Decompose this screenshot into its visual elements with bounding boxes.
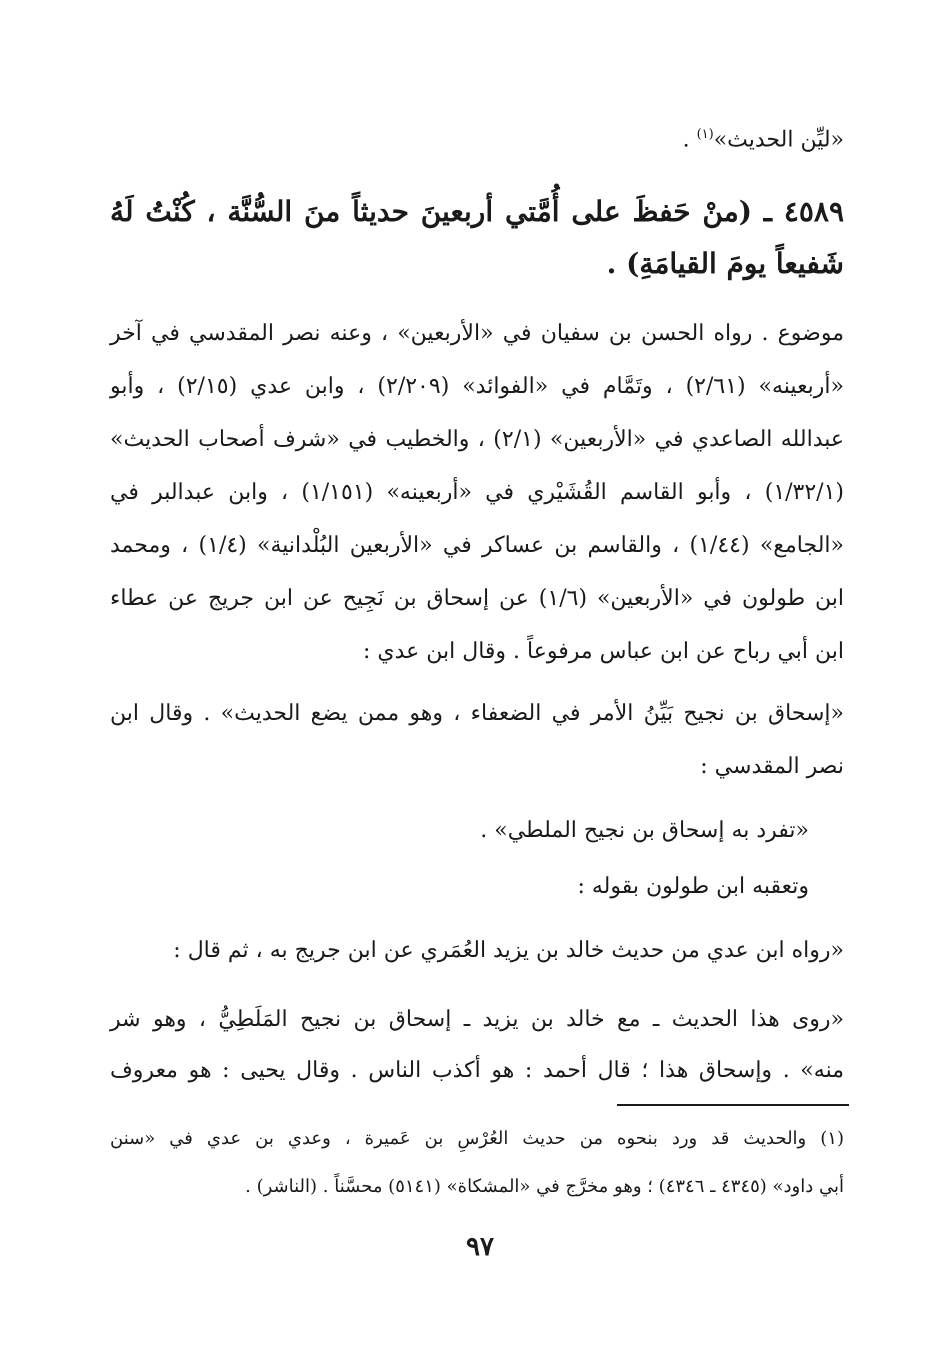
page-number: ٩٧ — [466, 1232, 494, 1262]
body-line: «الجامع» (١/٤٤) ، والقاسم بن عساكر في «الأربعين البُلْدانية» (١/٤) ، ومحمد — [110, 533, 844, 558]
hadith-line-2: شَفيعاً يومَ القيامَةِ) . — [606, 247, 844, 280]
top-line — [683, 128, 844, 151]
body-line: وتعقبه ابن طولون بقوله : — [577, 874, 809, 899]
body-line: عبدالله الصاعدي في «الأربعين» (٢/١) ، والخطيب في «شرف أصحاب الحديث» — [110, 427, 845, 452]
footnote-line: (١) والحديث قد ورد بنحوه من حديث العُرْسِ بن عَميرة ، وعدي بن عدي في «سنن — [110, 1128, 844, 1149]
body-line: (١/٣٢/١) ، وأبو القاسم القُشَيْري في «أربعينه» (١/١٥١) ، وابن عبدالبر في — [110, 480, 844, 505]
quote-line: «رواه ابن عدي من حديث خالد بن يزيد العُمَري عن ابن جريج به ، ثم قال : — [173, 938, 844, 963]
body-line: موضوع . رواه الحسن بن سفيان في «الأربعين» ، وعنه نصر المقدسي في آخر — [110, 321, 844, 346]
body-line: ابن طولون في «الأربعين» (١/٦) عن إسحاق بن نَجِيح عن ابن جريج عن عطاء — [110, 586, 844, 611]
footnote-line: أبي داود» (٤٣٤٥ ـ ٤٣٤٦) ؛ وهو مخرَّج في «المشكاة» (٥١٤١) محسَّناً . (الناشر) . — [245, 1176, 844, 1197]
quote-line: «إسحاق بن نجيح بَيِّنُ الأمر في الضعفاء ، وهو ممن يضع الحديث» . وقال ابن — [110, 701, 844, 726]
footnote-divider — [617, 1104, 849, 1106]
quote-line: «تفرد به إسحاق بن نجيح الملطي» . — [480, 818, 809, 843]
footnote-ref: (١) — [696, 127, 714, 142]
hadith-line-1: ٤٥٨٩ ـ (منْ حَفظَ على أُمَّتي أربعينَ حديثاً منَ السُّنَّة ، كُنْتُ لَهُ — [110, 195, 844, 228]
quote-line: منه» . وإسحاق هذا ؛ قال أحمد : هو أكذب الناس . وقال يحيى : هو معروف — [110, 1058, 844, 1083]
top-line-end: . — [682, 127, 697, 153]
top-line-text: «ليِّن الحديث» — [713, 127, 844, 153]
body-line: «أربعينه» (٢/٦١) ، وتَمَّام في «الفوائد» (٢/٢٠٩) ، وابن عدي (٢/١٥) ، وأبو — [110, 374, 845, 399]
quote-line: «روى هذا الحديث ـ مع خالد بن يزيد ـ إسحاق بن نجيح المَلَطِيُّ ، وهو شر — [110, 1007, 844, 1032]
quote-line: نصر المقدسي : — [700, 754, 844, 779]
body-line: ابن أبي رباح عن ابن عباس مرفوعاً . وقال ابن عدي : — [362, 639, 844, 664]
